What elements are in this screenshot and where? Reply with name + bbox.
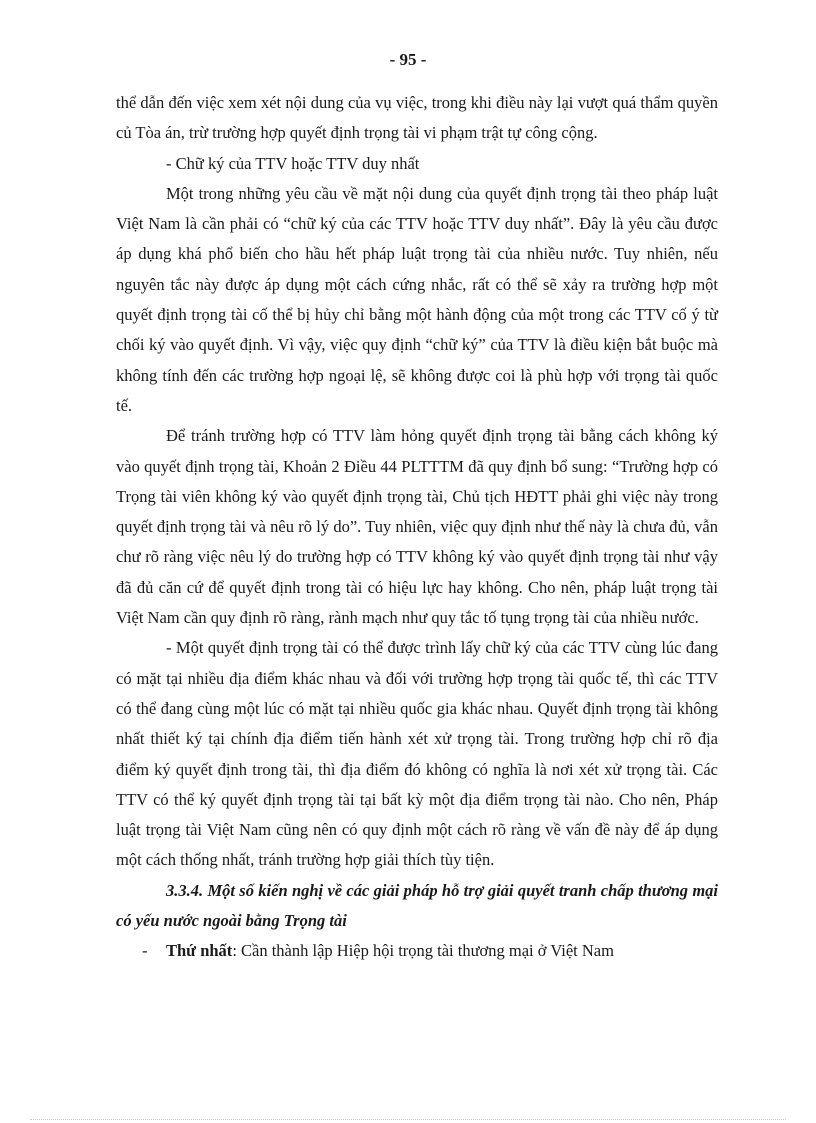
paragraph-avoid-damage: Để tránh trường hợp có TTV làm hỏng quyết định trọng tài bằng cách không ký vào quyết định trọng tài, Khoản 2 Điều 44 PLTTTM đã quy định bổ sung: “Trường hợp có Trọng tài viên không ký vào quyết định trọng tài, Chủ tịch HĐTT phải ghi việc này trong quyết định trọng tài và nêu rõ lý do”. Tuy nhiên, việc quy định như thế này là chưa đủ, vẫn chư rõ ràng việc nêu lý do trường hợp có TTV không ký vào quyết định trọng tài như vậy đã đủ căn cứ để quyết định trong tài có hiệu lực hay không. Cho nên, pháp luật trọng tài Việt Nam cần quy định rõ ràng, rành mạch như quy tắc tố tụng trọng tài của nhiều nước. — [116, 426, 718, 628]
page-number: - 95 - — [389, 50, 427, 69]
section-heading: 3.3.4. Một số kiến nghị về các giải pháp hỗ trợ giải quyết tranh chấp thương mại có yếu nước ngoài bằng Trọng tài — [116, 880, 718, 931]
body-text — [116, 88, 718, 967]
footer-divider — [30, 1119, 786, 1120]
paragraph-continuation: thể dẫn đến việc xem xét nội dung của vụ việc, trong khi điều này lại vượt quá thẩm quyền củ Tòa án, trừ trường hợp quyết định trọng tài vi phạm trật tự công cộng. — [116, 93, 718, 143]
bullet-text: : Cần thành lập Hiệp hội trọng tài thương mại ở Việt Nam — [232, 941, 614, 961]
paragraph-signature-heading: - Chữ ký của TTV hoặc TTV duy nhất — [166, 153, 420, 173]
bullet-item — [116, 936, 718, 966]
bullet-dash: - — [142, 941, 148, 961]
paragraph-signing-location: - Một quyết định trọng tài có thể được trình lấy chữ ký của các TTV cùng lúc đang có mặt tại nhiều địa điểm khác nhau và đối với trường hợp trọng tài quốc tế, thì các TTV có thể đang cùng một lúc có mặt tại nhiều quốc gia khác nhau. Quyết định trọng tài không nhất thiết ký tại chính địa điểm tiến hành xét xử trọng tài. Trong trường hợp chỉ rõ địa điểm ký quyết định trong tài, thì địa điểm đó không có nghĩa là nơi xét xử trọng tài. Các TTV có thể ký quyết định trọng tài tại bất kỳ một địa điểm trọng tài nào. Cho nên, Pháp luật trọng tài Việt Nam cũng nên có quy định một cách rõ ràng về vấn đề này để áp dụng một cách thống nhất, tránh trường hợp giải thích tùy tiện. — [116, 638, 718, 870]
paragraph-signature-requirement: Một trong những yêu cầu về mặt nội dung của quyết định trọng tài theo pháp luật Việt Nam là cần phải có “chữ ký của các TTV hoặc TTV duy nhất”. Đây là yêu cầu được áp dụng khá phổ biến cho hầu hết pháp luật trọng tài của nhiều nước. Tuy nhiên, nếu nguyên tắc này được áp dụng một cách cứng nhắc, rất có thể sẽ xảy ra trường hợp một quyết định trọng tài cố thể bị hủy chỉ bằng một hành động của một trong các TTV cố ý từ chối ký vào quyết định. Vì vậy, việc quy định “chữ ký” của TTV là điều kiện bắt buộc mà không tính đến các trường hợp ngoại lệ, sẽ không được coi là phù hợp với trọng tài quốc tế. — [116, 183, 718, 415]
bullet-label: Thứ nhất — [166, 941, 233, 961]
